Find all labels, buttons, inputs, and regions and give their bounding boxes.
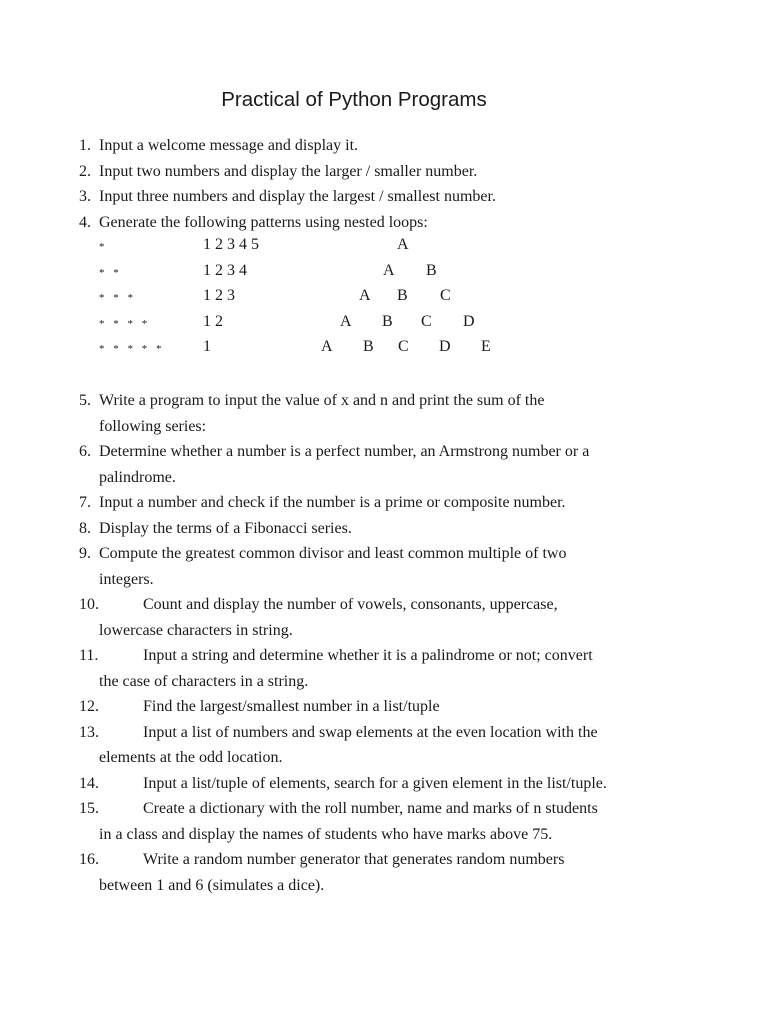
letter-pattern-cell: A: [321, 338, 333, 355]
item-text-continued: in a class and display the names of students who have marks above 75.: [99, 825, 553, 843]
item-text: Input two numbers and display the larger / smaller number.: [99, 162, 478, 180]
letter-pattern-cell: D: [439, 338, 451, 355]
item-text: Create a dictionary with the roll number, name and marks of n students: [143, 800, 598, 817]
item-text: Determine whether a number is a perfect number, an Armstrong number or a: [99, 443, 590, 460]
item-number: 2.: [79, 162, 91, 180]
letter-pattern-cell: A: [397, 236, 409, 253]
star-pattern-row: * * * *: [99, 317, 151, 330]
item-text: Find the largest/smallest number in a list/tuple: [143, 698, 440, 715]
item-text: Input a string and determine whether it is a palindrome or not; convert: [143, 647, 593, 664]
item-text: Write a program to input the value of x and n and print the sum of the: [99, 392, 545, 409]
number-pattern-row: 1 2 3: [203, 287, 235, 304]
letter-pattern-cell: A: [383, 261, 395, 279]
item-number: 3.: [79, 188, 91, 205]
item-text: Input three numbers and display the largest / smallest number.: [99, 188, 496, 205]
item-text-continued: following series:: [99, 417, 207, 435]
number-pattern-row: 1 2: [203, 312, 223, 330]
item-number: 13.: [79, 723, 99, 741]
item-text: Count and display the number of vowels, consonants, uppercase,: [143, 596, 558, 613]
letter-pattern-cell: B: [397, 287, 408, 304]
item-text: Input a list/tuple of elements, search for a given element in the list/tuple.: [143, 774, 607, 792]
item-text-continued: between 1 and 6 (simulates a dice).: [99, 876, 325, 894]
letter-pattern-cell: E: [481, 338, 491, 355]
item-text-continued: palindrome.: [99, 468, 176, 486]
item-text: Input a list of numbers and swap elements at the even location with the: [143, 723, 598, 741]
letter-pattern-cell: B: [382, 312, 393, 330]
item-text: Generate the following patterns using nested loops:: [99, 213, 428, 231]
letter-pattern-cell: B: [426, 261, 437, 279]
star-pattern-row: * * * * *: [99, 343, 165, 355]
item-number: 16.: [79, 851, 99, 868]
number-pattern-row: 1 2 3 4 5: [203, 236, 259, 253]
number-pattern-row: 1 2 3 4: [203, 261, 247, 279]
item-number: 7.: [79, 494, 91, 511]
letter-pattern-cell: C: [440, 287, 451, 304]
star-pattern-row: *: [99, 241, 108, 253]
item-text-continued: integers.: [99, 570, 154, 588]
letter-pattern-cell: A: [359, 287, 371, 304]
page-title: Practical of Python Programs: [221, 88, 487, 111]
letter-pattern-cell: D: [463, 312, 475, 330]
item-number: 11.: [79, 647, 99, 664]
item-number: 8.: [79, 519, 91, 537]
item-number: 15.: [79, 800, 99, 817]
item-number: 1.: [79, 137, 91, 154]
item-text: Write a random number generator that generates random numbers: [143, 851, 565, 868]
star-pattern-row: * * *: [99, 292, 136, 304]
item-number: 6.: [79, 443, 91, 460]
item-text: Input a number and check if the number is a prime or composite number.: [99, 494, 566, 511]
item-number: 10.: [79, 596, 99, 613]
letter-pattern-cell: B: [363, 338, 374, 355]
item-number: 12.: [79, 698, 99, 715]
item-text-continued: the case of characters in a string.: [99, 672, 309, 690]
item-number: 14.: [79, 774, 99, 792]
letter-pattern-cell: A: [340, 312, 352, 330]
number-pattern-row: 1: [203, 338, 211, 355]
letter-pattern-cell: C: [398, 338, 409, 355]
item-text: Compute the greatest common divisor and least common multiple of two: [99, 545, 567, 562]
letter-pattern-cell: C: [421, 312, 432, 330]
item-text-continued: lowercase characters in string.: [99, 621, 293, 639]
item-text-continued: elements at the odd location.: [99, 749, 283, 766]
item-number: 5.: [79, 392, 91, 409]
item-number: 9.: [79, 545, 91, 562]
item-number: 4.: [79, 213, 91, 231]
star-pattern-row: * *: [99, 266, 122, 279]
item-text: Display the terms of a Fibonacci series.: [99, 519, 352, 537]
item-text: Input a welcome message and display it.: [99, 137, 359, 154]
